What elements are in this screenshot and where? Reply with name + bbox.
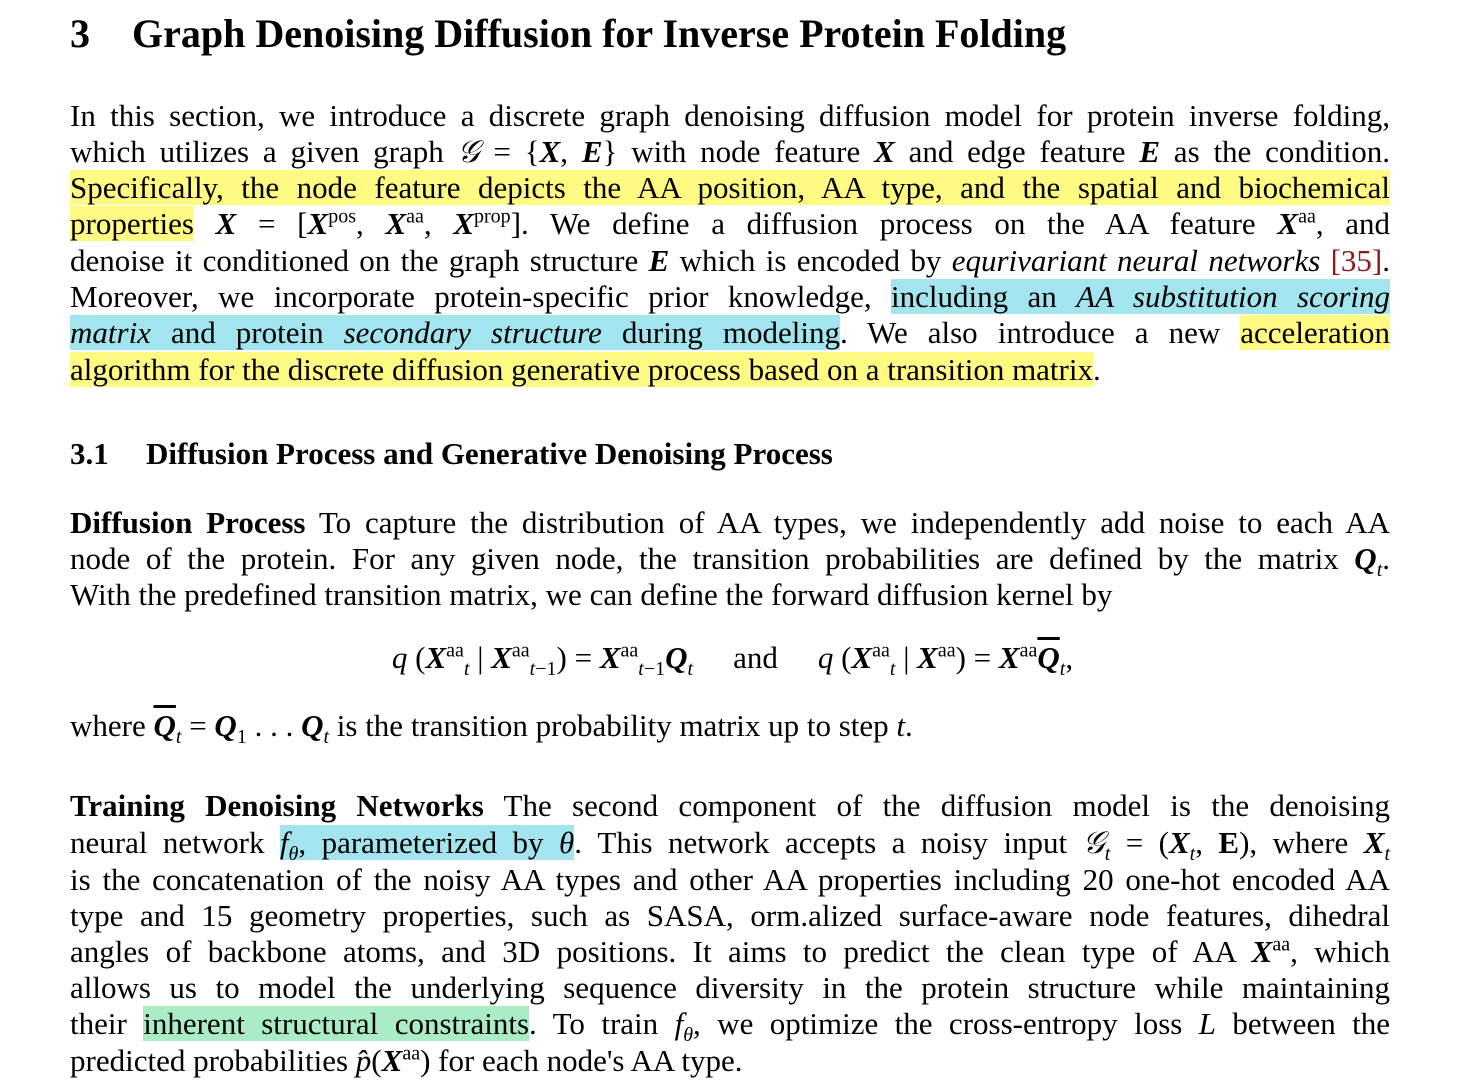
highlight-yellow: acceleration [1240,315,1390,350]
highlight-green: inherent structural constraints [143,1006,530,1041]
training-line-2: neural network $f_\theta$, parameterized by θ. This network accepts a noisy input 𝒢$_t$ = ($X_t$, E), where $X_t$ [70,825,1390,866]
intro-line-4: properties $X = [X^{pos}$, $X^{aa}$, $X^{prop}$]. We define a diffusion process on the AA feature $X^{aa}$, and [70,205,1391,241]
equation-forward-kernel: q ($X^{aa}_t$ | $X^{aa}_{t-1}) = X^{aa}_{t-1}Q_t$ and q ($X^{aa}_t$ | $X^{aa}) = X^{aa}\overline{Q}_t$, [391,639,1074,681]
training-line-1: Training Denoising Networks The second component of the diffusion model is the denoising [70,788,1390,823]
section-heading [70,10,1066,57]
highlight-yellow: properties [70,206,194,241]
training-line-3: is the concatenation of the noisy AA types and other AA properties including 20 one-hot encoded AA [70,862,1390,897]
subsection-heading [70,436,833,472]
intro-line-3 [70,170,1390,206]
paragraph-heading: Diffusion Process [70,505,306,540]
intro-line-1: In this section, we introduce a discrete graph denoising diffusion model for protein inverse folding, [70,98,1390,133]
section-number: 3 [70,11,90,56]
highlight-cyan: matrix and protein secondary structure during modeling [70,315,840,350]
section-title: Graph Denoising Diffusion for Inverse Protein Folding [132,11,1067,56]
highlight-cyan: $f_\theta$, parameterized by θ [279,825,575,866]
diffusion-line-1: Diffusion Process To capture the distribution of AA types, we independently add noise to each AA [70,505,1390,540]
intro-line-8: algorithm for the discrete diffusion generative process based on a transition matrix. [70,352,1101,387]
intro-line-7: matrix and protein secondary structure during modeling. We also introduce a new acceleration [70,315,1390,350]
intro-line-6: Moreover, we incorporate protein-specific prior knowledge, including an AA substitution scoring [70,279,1390,314]
intro-line-2: which utilizes a given graph 𝒢 = {X, E} with node feature X and edge feature E as the condition. [70,134,1390,169]
highlight-yellow: algorithm for the discrete diffusion generative process based on a transition matrix [70,352,1093,387]
highlight-cyan: including an AA substitution scoring [891,279,1390,314]
paragraph-heading: Training Denoising Networks [70,788,484,823]
highlight-yellow: Specifically, the node feature depicts the AA position, AA type, and the spatial and biochemical [70,170,1390,205]
training-line-6: allows us to model the underlying sequence diversity in the protein structure while maintaining [70,970,1390,1005]
intro-line-5: denoise it conditioned on the graph structure E which is encoded by equrivariant neural networks [35]. [70,243,1391,278]
training-line-4: type and 15 geometry properties, such as SASA, orm.alized surface-aware node features, dihedral [70,898,1390,933]
diffusion-line-3: With the predefined transition matrix, we can define the forward diffusion kernel by [70,577,1113,612]
training-line-7: their inherent structural constraints. To train $f_\theta$, we optimize the cross-entropy loss L between the [70,1006,1390,1047]
citation-link[interactable]: [35] [1330,243,1383,278]
diffusion-where-line: where $\overline{Q}_t = Q_1$ . . . $Q_t$ is the transition probability matrix up to step t. [70,708,913,749]
subsection-number: 3.1 [70,436,109,471]
training-line-5: angles of backbone atoms, and 3D positions. It aims to predict the clean type of AA $X^{aa}$, which [70,933,1390,969]
subsection-title: Diffusion Process and Generative Denoising Process [146,436,833,471]
diffusion-line-2: node of the protein. For any given node, the transition probabilities are defined by the matrix $Q_t$. [70,541,1390,582]
training-line-8: predicted probabilities $p̂(X^{aa})$ for each node's AA type. [70,1042,743,1078]
